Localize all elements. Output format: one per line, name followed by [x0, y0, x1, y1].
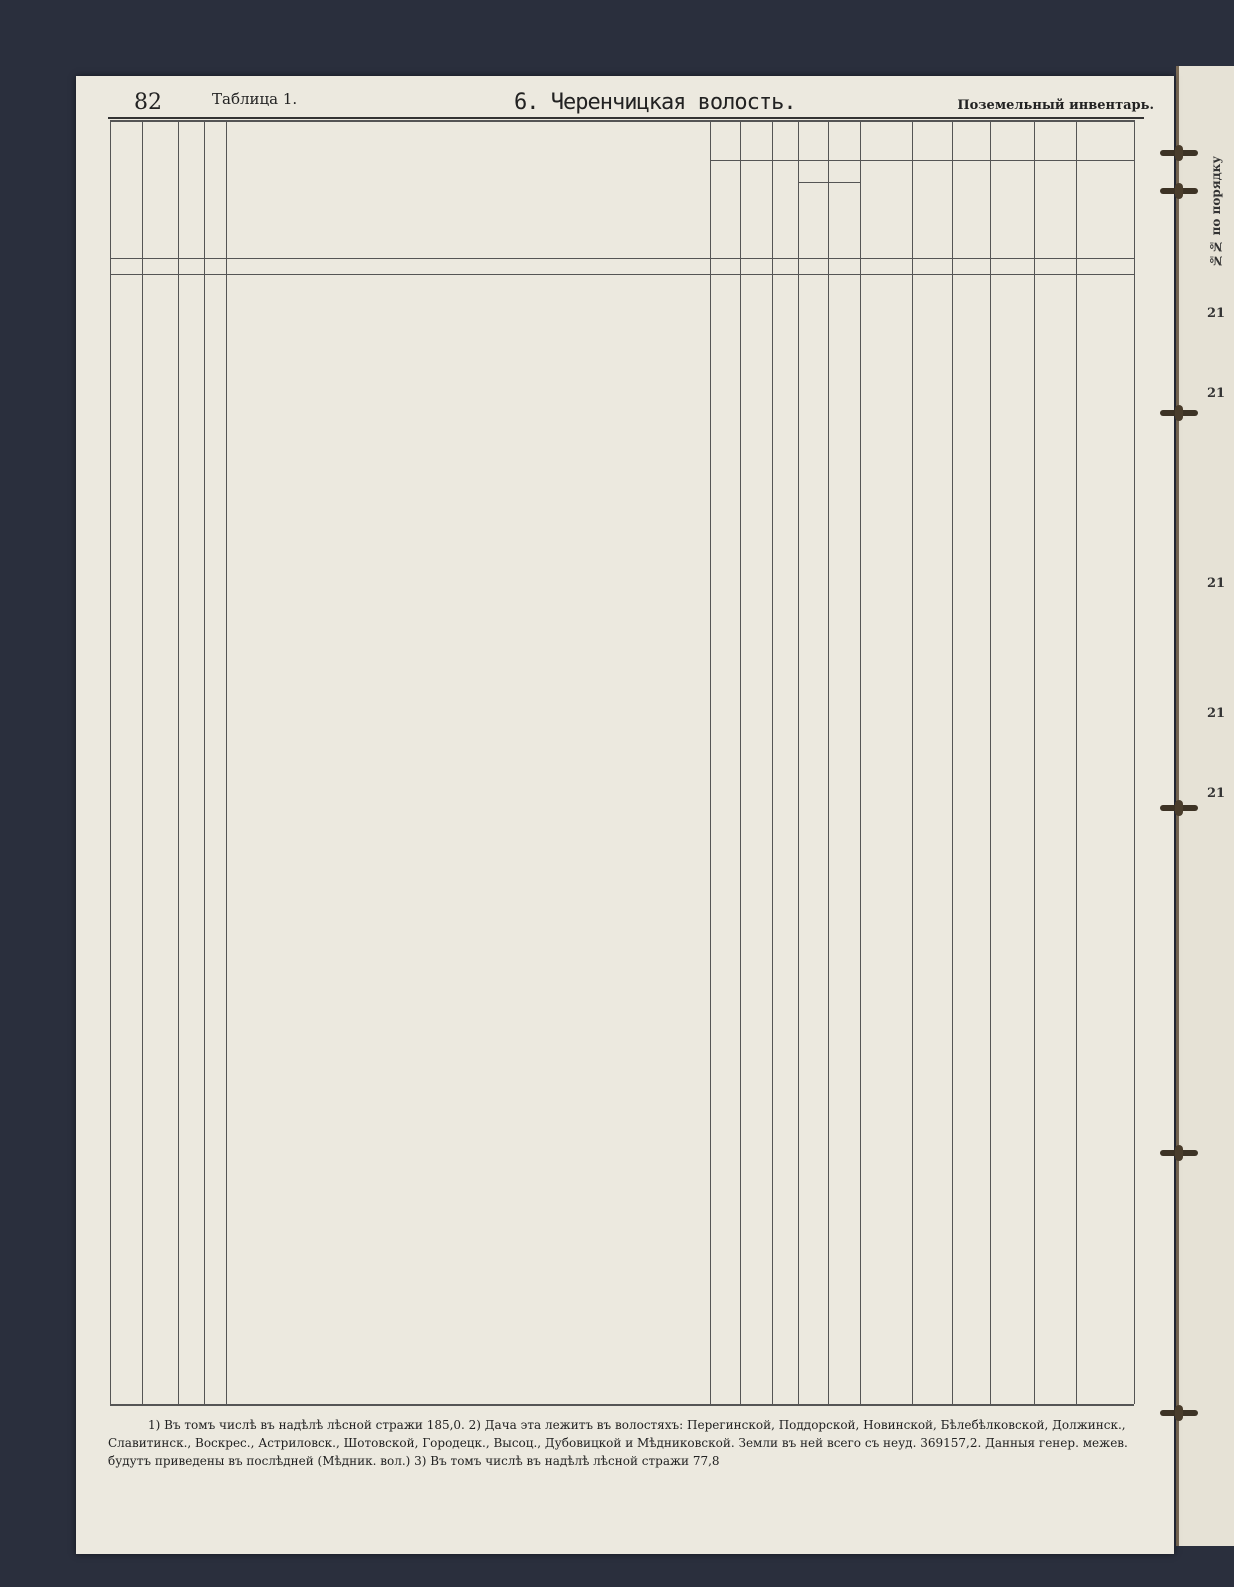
- column-rule-9: [828, 120, 829, 1404]
- binding-pin: [1160, 805, 1198, 811]
- column-rule-1: [142, 120, 143, 1404]
- binding-pin: [1160, 1410, 1198, 1416]
- binding-pin: [1160, 188, 1198, 194]
- page-number: 82: [134, 90, 162, 115]
- footnotes: 1) Въ томъ числѣ въ надѣлѣ лѣсной стражи 185,0. 2) Дача эта лежитъ въ волостяхъ: Перегинской, Поддорской, Новинской, Бѣлебѣлковской, Должинск., Славитинск., Воскрес., Астриловск., Шотовской, Городецк., Высоц., Дубовицкой и Мѣдниковской. Земли въ ней всего съ неуд. 369157,2. Данныя генер. межев. будутъ приведены въ послѣдней (Мѣдник. вол.) 3) Въ томъ числѣ въ надѣлѣ лѣсной стражи 77,8: [108, 1418, 1128, 1468]
- table-bottom-rule: [110, 1404, 1134, 1406]
- edge-mark: 21: [1207, 386, 1226, 401]
- binding-pin: [1160, 1150, 1198, 1156]
- numbers-bottom-rule: [110, 274, 1134, 275]
- column-rule-7: [772, 120, 773, 1404]
- document-page: [76, 76, 1174, 1554]
- column-rule-11: [912, 120, 913, 1404]
- hay-rule: [798, 182, 860, 183]
- edge-mark: 21: [1207, 786, 1226, 801]
- header-rule: [108, 117, 1144, 119]
- page-header: [134, 90, 1154, 116]
- header-bottom-rule: [110, 258, 1134, 259]
- column-rule-4: [226, 120, 227, 1404]
- edge-mark: 21: [1207, 306, 1226, 321]
- column-rule-3: [204, 120, 205, 1404]
- page-title: 6. Черенчицкая волость.: [514, 90, 796, 115]
- year-rule: [710, 160, 1134, 161]
- table-top-rule: [110, 120, 1134, 122]
- edge-mark: 21: [1207, 706, 1226, 721]
- column-rule-6: [740, 120, 741, 1404]
- column-rule-10: [860, 120, 861, 1404]
- column-rule-13: [990, 120, 991, 1404]
- section-title: Поземельный инвентарь.: [957, 98, 1154, 113]
- edge-mark: №№ по порядку: [1209, 156, 1223, 268]
- column-rule-16: [1134, 120, 1135, 1404]
- edge-mark: 21: [1207, 576, 1226, 591]
- column-rule-2: [178, 120, 179, 1404]
- column-rule-0: [110, 120, 111, 1404]
- column-rule-12: [952, 120, 953, 1404]
- binding-pin: [1160, 410, 1198, 416]
- table-label: Таблица 1.: [212, 90, 298, 108]
- column-rule-5: [710, 120, 711, 1404]
- binding-pin: [1160, 150, 1198, 156]
- column-rule-14: [1034, 120, 1035, 1404]
- column-rule-15: [1076, 120, 1077, 1404]
- column-rule-8: [798, 120, 799, 1404]
